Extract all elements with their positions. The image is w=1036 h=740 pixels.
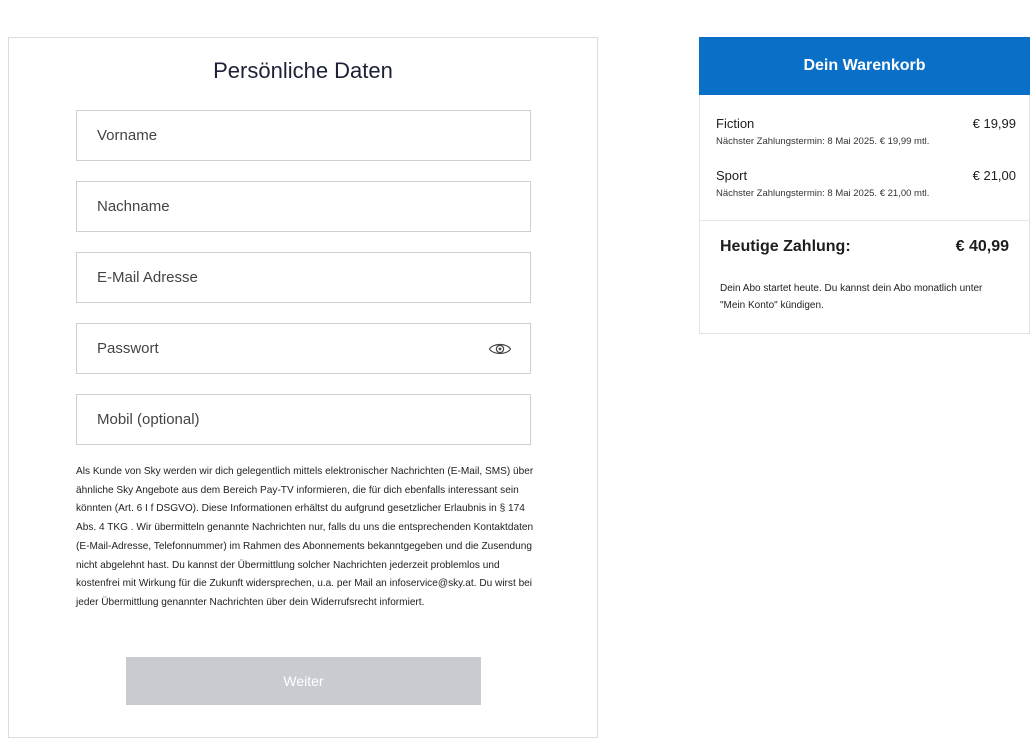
- page-title: Persönliche Daten: [213, 58, 393, 83]
- cart-item-price: € 19,99: [972, 116, 1016, 131]
- cart-item: [716, 168, 1016, 199]
- cart-item-note: Nächster Zahlungstermin: 8 Mai 2025. € 21,00 mtl.: [716, 188, 930, 199]
- password-field[interactable]: [76, 323, 531, 374]
- total-value: € 40,99: [955, 238, 1009, 255]
- cart-title: Dein Warenkorb: [699, 37, 1030, 95]
- total-label: Heutige Zahlung:: [720, 238, 851, 255]
- cart-note: Dein Abo startet heute. Du kannst dein Abo monatlich unter "Mein Konto" kündigen.: [720, 283, 983, 311]
- email-field[interactable]: [76, 252, 531, 303]
- cart-item: [716, 116, 1016, 147]
- legal-notice: Als Kunde von Sky werden wir dich gelegentlich mittels elektronischer Nachrichten (E-Mail, SMS) über ähnliche Sky Angebote aus dem Bereich Pay-TV informieren, die für dich ebenfalls interessant sein könnten (Art. 6 I f DSGVO). Diese Informationen erhältst du aufgrund gesetzlicher Erlaubnis in § 174 Abs. 4 TKG . Wir übermitteln genannte Nachrichten nur, falls du uns die entsprechenden Kontaktdaten (E-Mail-Adresse, Telefonnummer) im Rahmen des Abonnements bekanntgegeben und die Zusendung nicht abgelehnt hast. Du kannst der Übermittlung solcher Nachrichten jederzeit problemlos und kostenfrei mit Wirkung für die Zukunft widersprechen, u.a. per Mail an infoservice@sky.at. Du wirst bei jeder Übermittlung genannter Nachrichten über dein Widerrufsrecht informiert.: [76, 466, 534, 608]
- email-input[interactable]: [77, 253, 530, 302]
- cart-item-name: Sport: [716, 168, 748, 183]
- eye-icon[interactable]: [488, 339, 512, 359]
- personal-data-form: [8, 37, 598, 738]
- mobile-field[interactable]: [76, 394, 531, 445]
- cart-divider: [700, 220, 1029, 221]
- continue-button[interactable]: Weiter: [126, 657, 481, 705]
- cart-item-name: Fiction: [716, 116, 755, 131]
- first-name-input[interactable]: [77, 111, 530, 160]
- first-name-field[interactable]: [76, 110, 531, 161]
- cart-item-price: € 21,00: [972, 168, 1016, 183]
- cart-total: [720, 238, 1009, 256]
- last-name-field[interactable]: [76, 181, 531, 232]
- cart-item-note: Nächster Zahlungstermin: 8 Mai 2025. € 19,99 mtl.: [716, 136, 930, 147]
- last-name-input[interactable]: [77, 182, 530, 231]
- shopping-cart: [699, 37, 1030, 334]
- password-input[interactable]: [77, 324, 530, 373]
- mobile-input[interactable]: [77, 395, 530, 444]
